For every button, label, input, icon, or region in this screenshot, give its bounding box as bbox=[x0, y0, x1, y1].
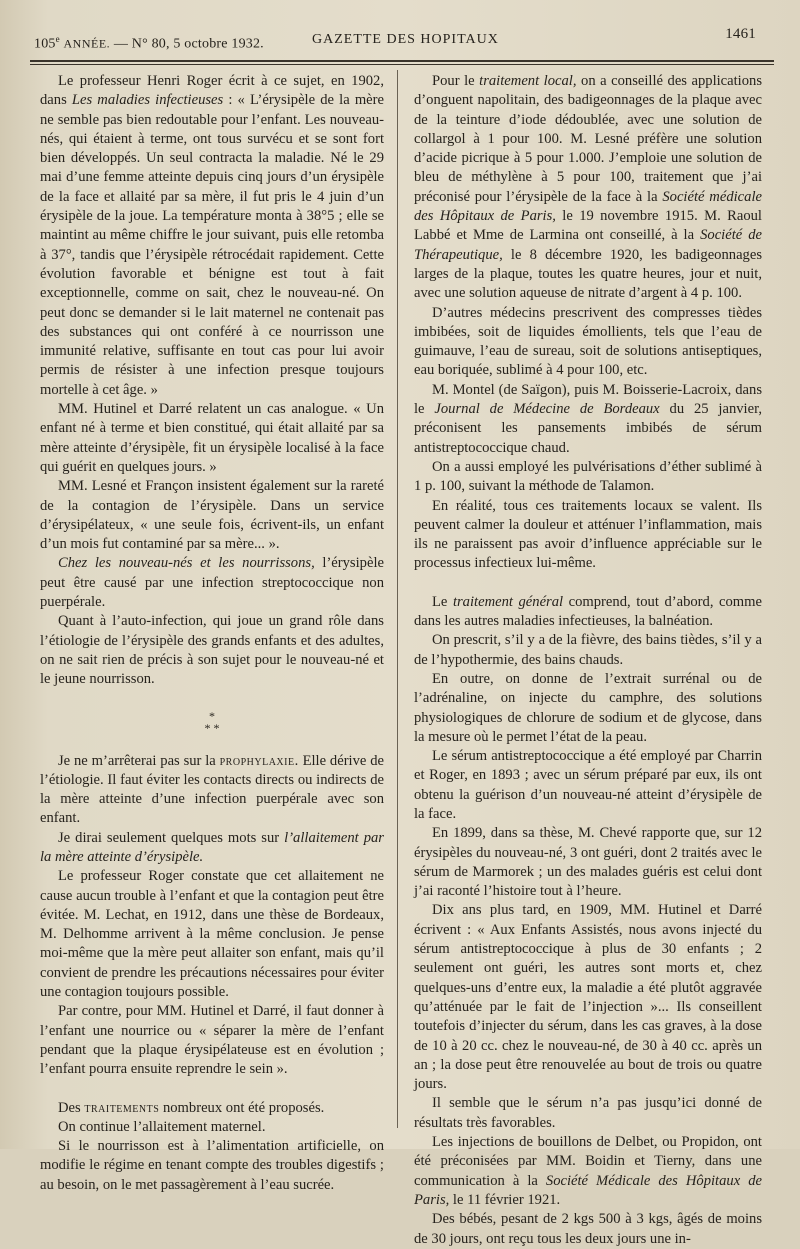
paragraph: Pour le traitement local, on a conseillé des applications d’onguent napolitain, des badigeonnages de la plaque avec de la teinture d’iode dédoublée, avec une solution de collargol à 1 pour 100. M. Lesné préfère une solution d’acide picrique à 5 pour 1.000. J’emploie une solution de bleu de méthylène à 5 pour 100, traitement que j’ai préconisé pour l’érysipèle de la face à la Société médicale des Hôpitaux de Paris, le 19 novembre 1915. M. Raoul Labbé et Mme de Larmina ont conseillé, à la Société de Thérapeutique, le 8 décembre 1920, les badigeonnages larges de la plaque, toutes les quatre heures, jour et nuit, avec une solution aqueuse de nitrate d’argent à 4 p. 100. bbox=[414, 73, 763, 302]
paragraph: MM. Lesné et Françon insistent également sur la rareté de la contagion de l’érysipèle. Dans un service d’érysipélateux, « une seule fois, écrivent-ils, un enfant d’un mois fut contaminé par sa mère... ». bbox=[40, 478, 384, 553]
right-column bbox=[414, 72, 762, 1249]
paragraph: M. Montel (de Saïgon), puis M. Boisserie-Lacroix, dans le Journal de Médecine de Bordeaux du 25 janvier, préconisent les pansements imbibés de sérum antistreptococcique chaud. bbox=[414, 381, 763, 456]
paragraph: Par contre, pour MM. Hutinel et Darré, il faut donner à l’enfant une nourrice ou « séparer la mère de l’enfant pendant que la plaque érysipélateuse est en évolution ; l’enfant pourra ensuite reprendre le sein ». bbox=[40, 1003, 384, 1078]
paragraph: Chez les nouveau-nés et les nourrissons, l’érysipèle peut être causé par une infection streptococcique non puerpérale. bbox=[40, 555, 384, 611]
header-rule-thin bbox=[30, 64, 774, 65]
header-rule bbox=[30, 60, 774, 62]
paragraph: Le professeur Henri Roger écrit à ce sujet, en 1902, dans Les maladies infectieuses : « L’érysipèle de la mère ne semble pas bien redoutable pour l’enfant. Les nouveau-nés, qui étaient à terme, ont tous survécu et se sont fort bien développés. Un seul contracta la maladie. Né le 29 mai d’une femme atteinte depuis cinq jours d’un érysipèle de la face et allaité par sa mère, il fut pris le 4 juin d’un érysipèle de la joue. La température monta à 38°5 ; elle se maintint au même chiffre le jour suivant, puis elle retomba à 37°, tandis que l’érysipèle rétrocédait rapidement. Cette évolution favorable et bénigne est tout à fait exceptionnelle, comme on sait, chez le nouveau-né. On peut donc se demander si le lait maternel ne contenait pas des substances qui ont conféré à ce nourrisson une immunité relative, suffisante en tout cas pour lui avoir permis de résister à une infection presque toujours mortelle à cet âge. » bbox=[40, 73, 384, 398]
paragraph: On continue l’allaitement maternel. bbox=[58, 1118, 266, 1135]
paragraph: En 1899, dans sa thèse, M. Chevé rapporte que, sur 12 érysipèles du nouveau-né, 3 ont guéri, dont 2 traités avec le sérum de Marmorek ; un des malades guéris est celui dont j’ai raconté l’histoire tout à l’heure. bbox=[414, 825, 762, 900]
paragraph: Des traitements nombreux ont été proposés. bbox=[58, 1099, 325, 1116]
paragraph: MM. Hutinel et Darré relatent un cas analogue. « Un enfant né à terme et bien constitué, qui était allaité par sa mère atteinte d’érysipèle, fit un érysipèle localisé à la face qui guérit en quelques jours. » bbox=[40, 401, 384, 475]
paragraph: Des bébés, pesant de 2 kgs 500 à 3 kgs, âgés de moins de 30 jours, ont reçu tous les deux jours une in- bbox=[414, 1211, 762, 1247]
paragraph: Il semble que le sérum n’a pas jusqu’ici donné de résultats très favorables. bbox=[414, 1095, 762, 1131]
paragraph: On prescrit, s’il y a de la fièvre, des bains tièdes, s’il y a de l’hypothermie, des bains chauds. bbox=[414, 632, 762, 668]
paragraph: Le traitement général comprend, tout d’abord, comme dans les autres maladies infectieuses, la balnéation. bbox=[414, 593, 762, 630]
paragraph: D’autres médecins prescrivent des compresses tièdes imbibées, soit de liquides émollients, tels que l’eau de guimauve, l’eau de sureau, soit de solutions antiseptiques, eau boriquée, sublimé à 4 pour 100, etc. bbox=[414, 304, 762, 379]
issue-info: 105e ANNÉE. — N° 80, 5 octobre 1932. bbox=[34, 34, 264, 52]
paragraph: En outre, on donne de l’extrait surrénal ou de l’adrénaline, on injecte du camphre, des solutions physiologiques de chlorure de sodium et de glycose, dans la mesure où le permet l’état de la peau. bbox=[414, 670, 762, 745]
paragraph: Le professeur Roger constate que cet allaitement ne cause aucun trouble à l’enfant et que la contagion peut être évitée. M. Lechat, en 1912, dans une thèse de Bordeaux, M. Delhomme arrivent à la même conclusion. Je pense moi-même que la mère peut allaiter son enfant, mais qu’il convient de prendre les précautions nécessaires pour éviter une contagion toujours possible. bbox=[40, 868, 384, 1001]
paragraph: Les injections de bouillons de Delbet, ou Propidon, ont été préconisées par MM. Boidin et Tierny, dans une communication à la Société Médicale des Hôpitaux de Paris, le 11 février 1921. bbox=[414, 1134, 762, 1208]
left-column bbox=[40, 72, 384, 1195]
page-number: 1461 bbox=[725, 26, 756, 42]
paragraph: Quant à l’auto-infection, qui joue un grand rôle dans l’étiologie de l’érysipèle des grands enfants et des adultes, on ne sait rien de précis à son sujet pour le nouveau-né et le jeune nourrisson. bbox=[40, 613, 384, 688]
section-separator: * * * bbox=[204, 708, 220, 735]
paragraph: Je ne m’arrêterai pas sur la prophylaxie. Elle dérive de l’étiologie. Il faut éviter les contacts directs ou indirects de la mère atteinte d’une infection puerpérale avec son enfant. bbox=[40, 752, 385, 827]
paragraph: Le sérum antistreptococcique a été employé par Charrin et Roger, en 1893 ; avec un sérum préparé par eux, ils ont obtenu la guérison d’un nouveau-né atteint d’érysipèle de la face. bbox=[414, 748, 762, 822]
paragraph: Si le nourrisson est à l’alimentation artificielle, on modifie le régime en tenant compte des troubles digestifs ; au besoin, on le met passagèrement à l’eau sucrée. bbox=[40, 1138, 384, 1193]
paragraph: Dix ans plus tard, en 1909, MM. Hutinel et Darré écrivent : « Aux Enfants Assistés, nous avons injecté du sérum antistreptococcique à plus de 30 enfants ; 2 seulement ont guéri, les autres sont morts et, chez quelques-uns d’entre eux, la maladie a été plutôt aggravée qu’atténuée par le fait de l’injection »... Ils conseillent toutefois d’injecter du sérum, dans les cas graves, à la dose de 10 à 20 cc. chez le nouveau-né, de 30 à 40 cc. après un an ; la dose peut être renouvelée au bout de trois ou quatre jours. bbox=[414, 902, 762, 1093]
paragraph: On a aussi employé les pulvérisations d’éther sublimé à 1 p. 100, suivant la méthode de Talamon. bbox=[414, 458, 762, 495]
paragraph: En réalité, tous ces traitements locaux se valent. Ils peuvent calmer la douleur et atténuer l’inflammation, mais ils ne paraissent pas avoir d’influence appréciable sur le processus infectieux lui-même. bbox=[414, 497, 762, 572]
journal-title: GAZETTE DES HOPITAUX bbox=[312, 32, 499, 47]
page-header bbox=[34, 26, 770, 54]
paragraph: Je dirai seulement quelques mots sur l’allaitement par la mère atteinte d’érysipèle. bbox=[40, 829, 384, 865]
column-divider bbox=[397, 70, 398, 1128]
